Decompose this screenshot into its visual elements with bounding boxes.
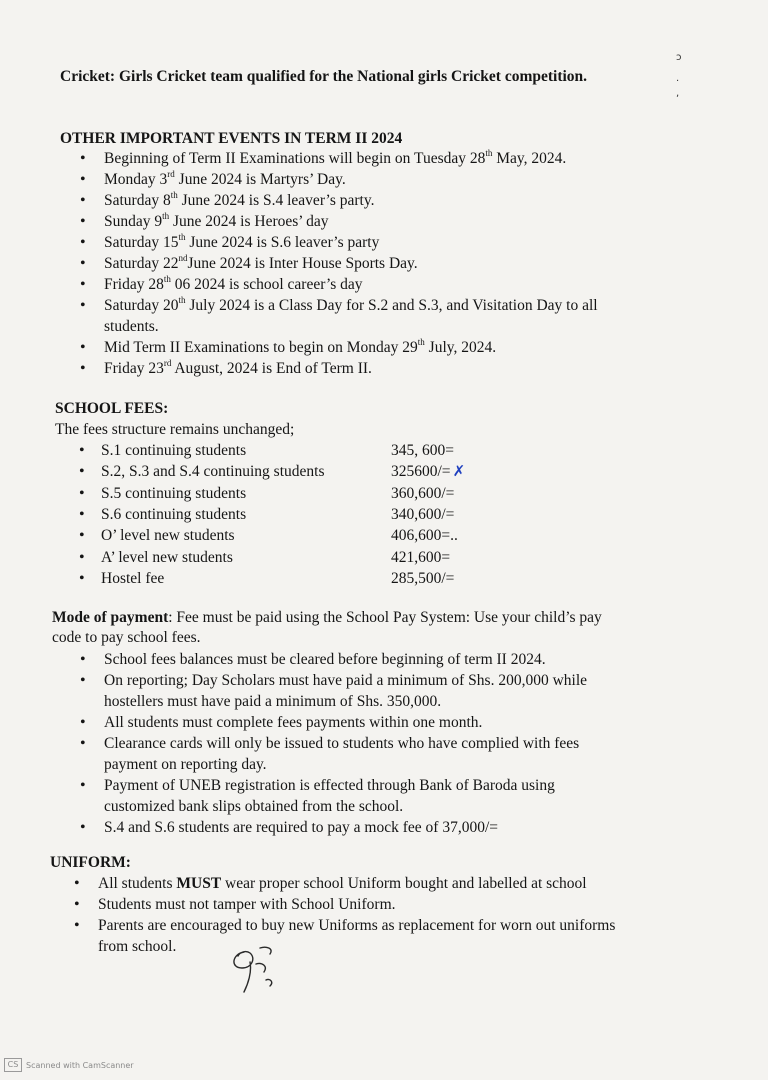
bullet-icon: • — [74, 917, 80, 934]
bullet-icon: • — [80, 234, 86, 251]
bullet-icon: • — [79, 505, 85, 523]
event-text: Saturday 22 — [104, 255, 179, 272]
fee-row — [79, 483, 499, 504]
payment-text: customized bank slips obtained from the school. — [104, 798, 404, 815]
fee-amount-value: 345, 600= — [391, 442, 454, 459]
payment-text: payment on reporting day. — [104, 756, 267, 773]
event-text: Saturday 8 — [104, 192, 171, 209]
event-text: Friday 28 — [104, 276, 164, 293]
bullet-icon: • — [79, 569, 85, 587]
bullet-icon: • — [80, 819, 86, 836]
payment-text: S.4 and S.6 students are required to pay a mock fee of 37,000/= — [104, 819, 498, 836]
payment-text: Payment of UNEB registration is effected through Bank of Baroda using — [104, 777, 555, 794]
fee-amount-value: 340,600/= — [391, 505, 455, 523]
fee-label: S.5 continuing students — [101, 484, 247, 502]
bullet-icon: • — [80, 651, 86, 668]
fee-row — [79, 461, 499, 482]
ordinal-suffix: nd — [178, 252, 188, 263]
payment-item — [80, 817, 587, 838]
bullet-icon: • — [80, 735, 86, 752]
event-text: July 2024 is a Class Day for S.2 and S.3, and Visitation Day to all — [185, 297, 598, 314]
fee-amount-value: 285,500/= — [391, 569, 455, 587]
event-item — [80, 357, 598, 379]
event-item — [80, 168, 598, 190]
event-item — [80, 294, 598, 337]
uniform-text: All students — [98, 875, 177, 892]
events-heading: OTHER IMPORTANT EVENTS IN TERM II 2024 — [60, 130, 403, 147]
payment-line-1: Mode of payment: Fee must be paid using the School Pay System: Use your child’s pay — [52, 609, 602, 626]
bullet-icon: • — [80, 276, 86, 293]
payment-text: On reporting; Day Scholars must have paid a minimum of Shs. 200,000 while — [104, 672, 588, 689]
bullet-icon: • — [79, 442, 85, 459]
fee-amount — [391, 547, 450, 568]
uniform-text: Parents are encouraged to buy new Uniforms as replacement for worn out uniforms — [98, 917, 616, 934]
fees-intro: The fees structure remains unchanged; — [55, 421, 295, 438]
ordinal-suffix: rd — [167, 168, 175, 179]
event-text: Mid Term II Examinations to begin on Monday 29 — [104, 339, 418, 356]
fee-row — [79, 547, 499, 568]
event-text: Sunday 9 — [104, 213, 163, 230]
fee-row — [79, 525, 499, 546]
fee-label: Hostel fee — [101, 569, 165, 587]
bullet-icon: • — [80, 171, 86, 188]
bullet-icon: • — [80, 672, 86, 689]
fees-heading: SCHOOL FEES: — [55, 400, 169, 417]
fee-label: A’ level new students — [101, 548, 233, 566]
fee-amount-value: 360,600/= — [391, 484, 455, 502]
fee-amount-value: 406,600=.. — [391, 527, 458, 545]
payment-line-2: code to pay school fees. — [52, 629, 201, 646]
payment-list — [80, 649, 588, 838]
uniform-item — [74, 894, 615, 915]
fee-amount — [391, 440, 454, 461]
event-text: May, 2024. — [492, 150, 567, 167]
bullet-icon: • — [80, 150, 86, 167]
event-item — [80, 210, 598, 232]
event-text: June 2024 is S.6 leaver’s party — [185, 234, 380, 251]
fee-amount — [391, 525, 458, 546]
fees-table — [79, 440, 499, 590]
fee-row — [79, 568, 499, 589]
scanner-watermark: Scanned with CamScanner — [26, 1060, 134, 1070]
event-text: Beginning of Term II Examinations will begin on Tuesday 28 — [104, 150, 486, 167]
payment-item — [80, 712, 587, 733]
event-text: students. — [104, 318, 159, 335]
payment-item — [80, 733, 587, 775]
payment-item — [80, 649, 587, 670]
margin-scribbles: ɔ · , — [676, 52, 682, 99]
event-text: Saturday 20 — [104, 297, 179, 314]
payment-item — [80, 670, 588, 712]
bullet-icon: • — [80, 213, 86, 230]
ordinal-suffix: th — [163, 273, 171, 284]
uniform-text: wear proper school Uniform bought and labelled at school — [221, 875, 587, 892]
ordinal-suffix: th — [162, 210, 170, 221]
uniform-text: Students must not tamper with School Uniform. — [98, 896, 396, 913]
bullet-icon: • — [80, 339, 86, 356]
scanner-footer — [4, 1058, 134, 1072]
ordinal-suffix: rd — [163, 357, 172, 368]
bullet-icon: • — [80, 714, 86, 731]
ordinal-suffix: th — [178, 231, 186, 242]
payment-text: hostellers must have paid a minimum of Shs. 350,000. — [104, 693, 442, 710]
event-item — [80, 252, 598, 274]
ordinal-suffix: th — [178, 294, 186, 305]
event-text: Monday 3 — [104, 171, 168, 188]
event-text: Saturday 15 — [104, 234, 179, 251]
fee-row — [79, 504, 499, 525]
event-text: June 2024 is Heroes’ day — [169, 213, 329, 230]
event-item — [80, 273, 598, 295]
uniform-emphasis: MUST — [176, 875, 222, 892]
event-text: August, 2024 is End of Term II. — [171, 360, 372, 377]
fee-label: O’ level new students — [101, 527, 235, 545]
bullet-icon: • — [80, 255, 86, 272]
bullet-icon: • — [79, 484, 85, 502]
bullet-icon: • — [80, 192, 86, 209]
bullet-icon: • — [74, 875, 80, 892]
event-text: June 2024 is S.4 leaver’s party. — [177, 192, 375, 209]
uniform-text: from school. — [98, 938, 177, 955]
cross-mark-icon: ✗ — [452, 462, 466, 481]
bullet-icon: • — [74, 896, 80, 913]
signature-mark — [226, 942, 288, 996]
payment-text: Clearance cards will only be issued to students who have complied with fees — [104, 735, 580, 752]
fee-label: S.1 continuing students — [101, 442, 247, 459]
fee-amount — [391, 461, 465, 482]
bullet-icon: • — [79, 548, 85, 566]
uniform-list — [74, 873, 616, 957]
uniform-item — [74, 915, 616, 957]
bullet-icon: • — [79, 527, 85, 545]
event-item — [80, 231, 598, 253]
fee-amount — [391, 483, 454, 504]
fee-amount-value: 325600/= — [391, 463, 451, 481]
event-text: June 2024 is Martyrs’ Day. — [174, 171, 346, 188]
bullet-icon: • — [80, 297, 86, 314]
uniform-item — [74, 873, 615, 894]
payment-text: School fees balances must be cleared before beginning of term II 2024. — [104, 651, 546, 668]
bullet-icon: • — [79, 463, 85, 481]
events-list — [80, 147, 598, 379]
cricket-line: Cricket: Girls Cricket team qualified for the National girls Cricket competition. — [60, 68, 588, 85]
payment-item — [80, 775, 587, 817]
event-text: July, 2024. — [424, 339, 497, 356]
ordinal-suffix: th — [170, 189, 178, 200]
fee-amount-value: 421,600= — [391, 548, 451, 566]
event-text: Friday 23 — [104, 360, 164, 377]
event-item — [80, 336, 598, 358]
fee-label: S.2, S.3 and S.4 continuing students — [101, 463, 325, 481]
event-item — [80, 189, 598, 211]
event-item — [80, 147, 598, 169]
fee-label: S.6 continuing students — [101, 505, 247, 523]
ordinal-suffix: th — [417, 336, 425, 347]
camscanner-logo: CS — [4, 1058, 22, 1072]
event-text: 06 2024 is school career’s day — [170, 276, 363, 293]
bullet-icon: • — [80, 777, 86, 794]
event-text: June 2024 is Inter House Sports Day. — [187, 255, 418, 272]
ordinal-suffix: th — [485, 147, 493, 158]
fee-row — [79, 440, 499, 461]
uniform-heading: UNIFORM: — [50, 854, 131, 871]
fee-amount — [391, 504, 454, 525]
payment-text: All students must complete fees payments within one month. — [104, 714, 483, 731]
bullet-icon: • — [80, 360, 86, 377]
fee-amount — [391, 568, 454, 589]
